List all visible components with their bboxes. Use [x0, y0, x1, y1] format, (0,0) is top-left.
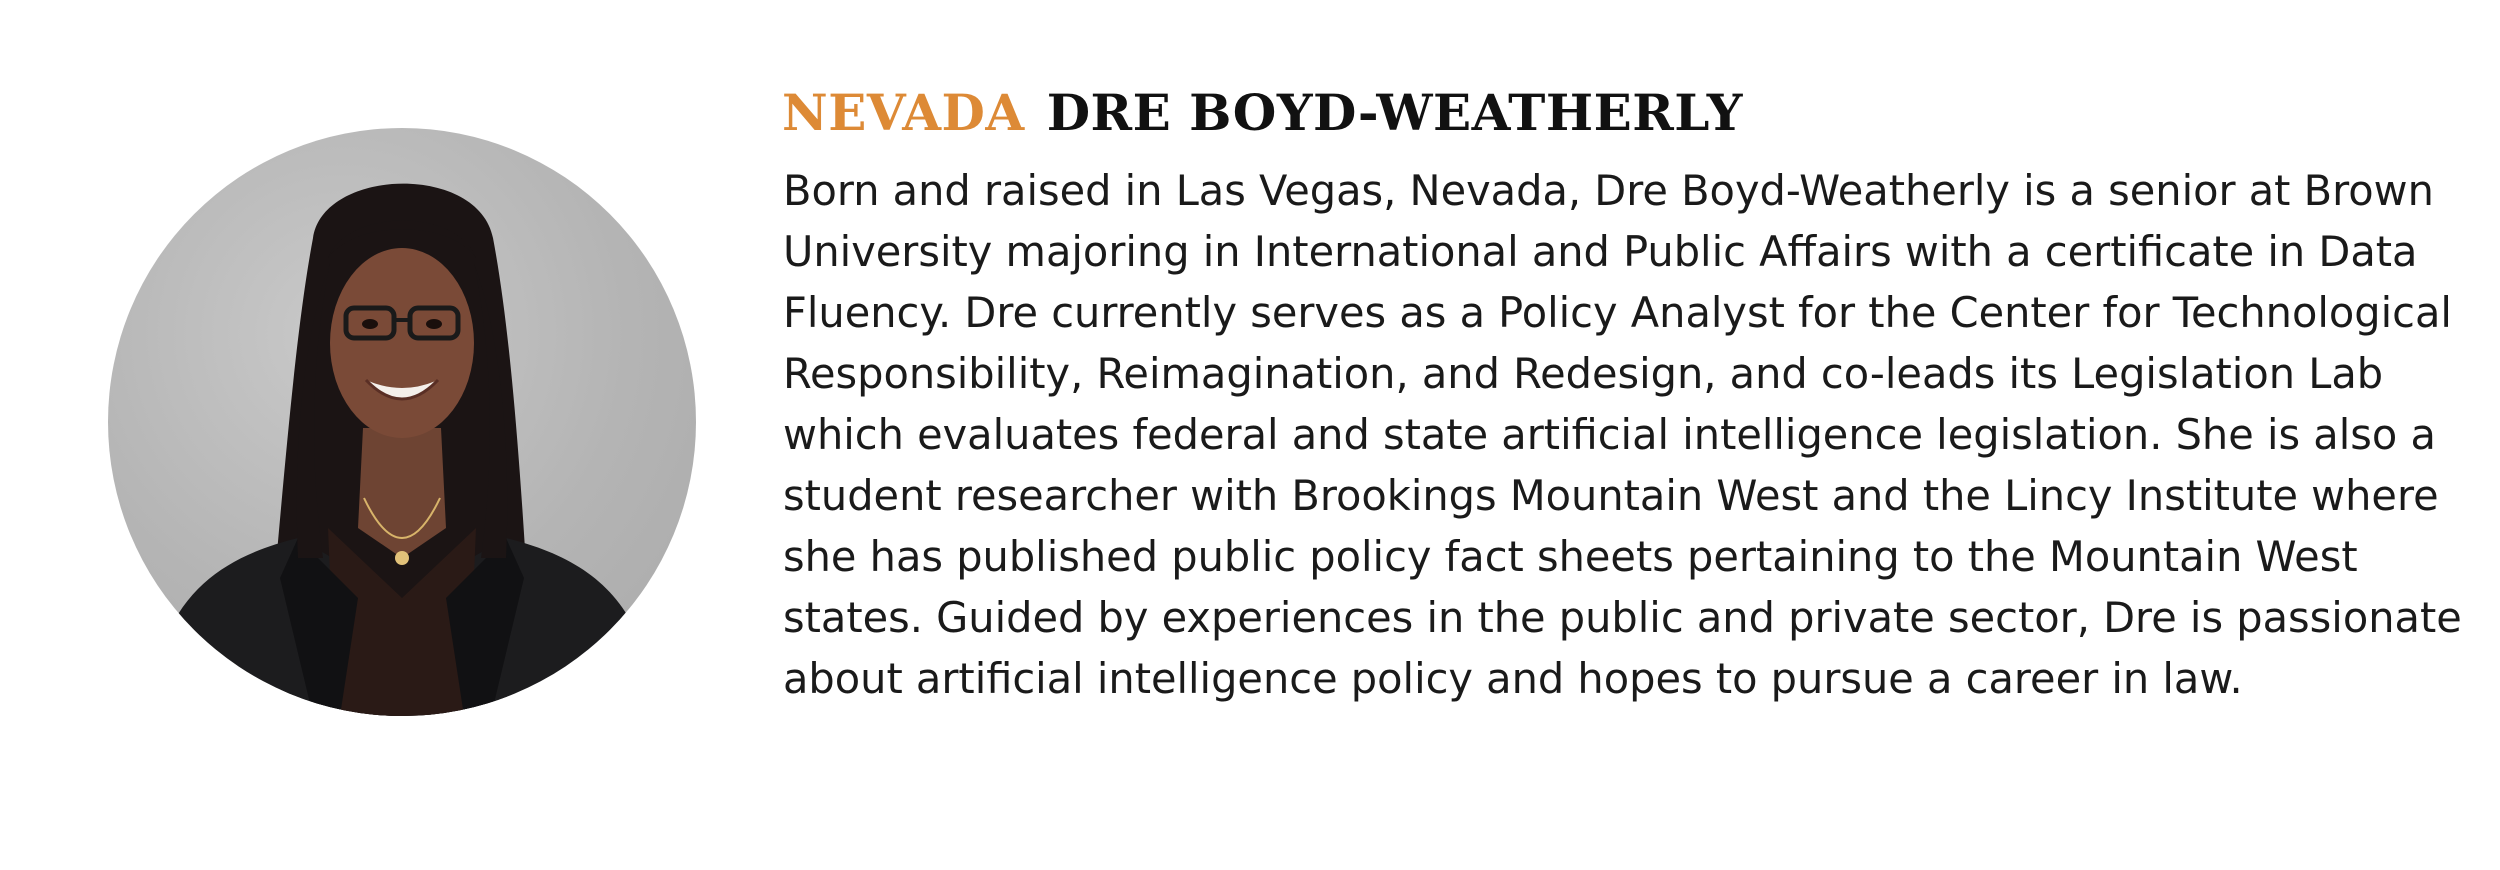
state-label: NEVADA	[782, 83, 1025, 142]
bio-text: Born and raised in Las Vegas, Nevada, Dre Boyd-Weatherly is a senior at Brown University majoring in International and Public Affairs with a certificate in Data Fluency. Dre currently serves as a Policy Analyst for the Center for Technological Responsibility, Reimagination, and Redesign, and co-leads its Legislation Lab which evaluates federal and state artificial intelligence legislation. She is also a student researcher with Brookings Mountain West and the Lincy Institute where she has published public policy fact sheets pertaining to the Mountain West states. Guided by experiences in the public and private sector, Dre is passionate about artificial intelligence policy and hopes to pursue a career in law.	[783, 166, 2462, 703]
person-name: DRE BOYD-WEATHERLY	[1046, 83, 1743, 142]
profile-heading	[782, 78, 1743, 148]
profile-photo	[108, 128, 696, 716]
portrait-illustration	[108, 128, 696, 716]
